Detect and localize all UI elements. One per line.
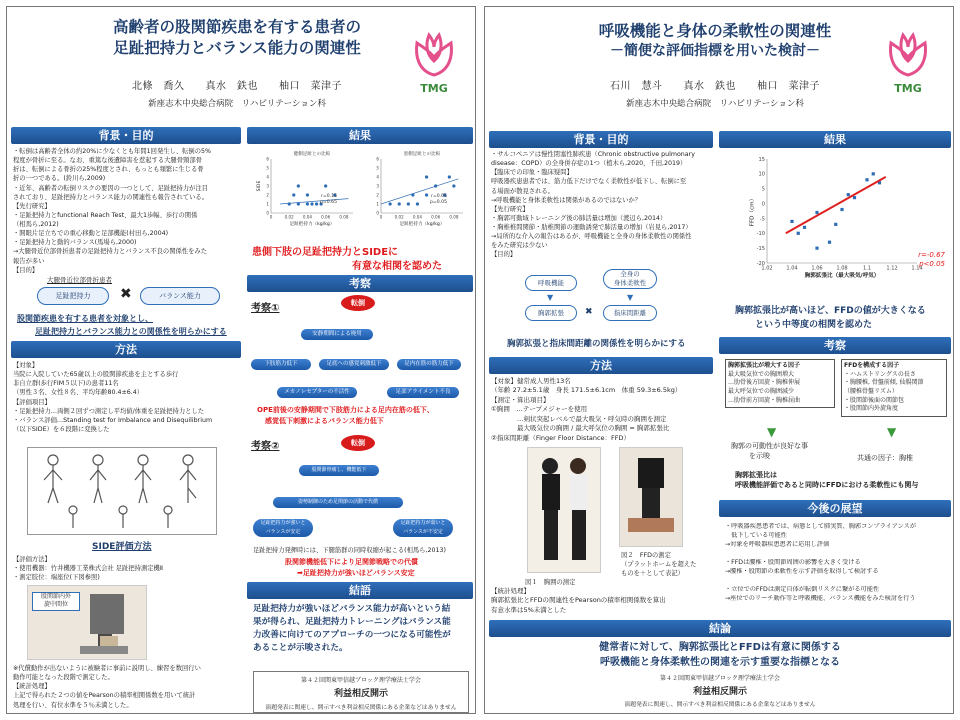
factor-line: 最大呼気位での胸囲減少 — [728, 388, 795, 396]
note-line: ※代償動作が出ないように被験者に事前に説明し、練習を数回行い — [13, 665, 201, 672]
conclusion-line: あることが示唆された。 — [253, 642, 348, 653]
y-tick-label: 4 — [266, 174, 269, 180]
background-line: されており、足趾把持力とバランス能力の関連性も報告されている。 — [13, 193, 209, 201]
method-line: ①胸囲 …テープメジャーを使用 — [491, 405, 588, 414]
ffd-measure-photo — [619, 447, 683, 547]
background-line: （相馬ら,2012) — [13, 221, 59, 228]
background-line: をみた研究は少ない — [491, 242, 548, 250]
method-line: ②指床間距離（Finger Floor Distance：FFD） — [491, 433, 631, 442]
data-point — [292, 193, 295, 196]
section-header-conclusion: 結語 — [247, 582, 473, 599]
coi-title: 利益相反開示 — [692, 687, 747, 697]
x-tick-label: 0 — [269, 214, 273, 220]
data-point — [828, 241, 831, 244]
background-line: ・近年、高齢者の転倒リスクの要因の一つとして、足趾把持力が注目 — [13, 184, 208, 192]
section-header-discussion-2: 考察 — [719, 337, 951, 354]
purpose-line1: 股関節疾患を有する患者を対象とし、 — [17, 314, 153, 323]
background-line: 報告が多い — [13, 257, 45, 265]
background-line: ・足趾把持力とfunctional Reach Test、最大1歩幅、歩行の関係 — [13, 211, 198, 219]
coi-box-2 — [545, 673, 895, 708]
discussion2-node: 足趾把持力が弱いと バランスが不安定 — [393, 519, 453, 537]
background-line: ・転倒は高齢者全体の約20%に少なくとも年間1回発生し、転倒の5% — [13, 148, 212, 155]
purpose-box-balance: バランス能力 — [140, 287, 220, 305]
y-tick-label: 5 — [266, 165, 269, 171]
measurement-photo — [27, 585, 147, 660]
purpose-pill: 呼吸機能 — [525, 275, 577, 291]
y-tick-label: 5 — [761, 186, 765, 193]
data-point — [840, 208, 843, 211]
conclusion-text-2: 健常者に対して、胸郭拡張比とFFDは有意に関係する 呼吸機能と身体柔軟性の関連を示す重要な指標となる — [599, 642, 841, 668]
y-tick-label: 15 — [758, 156, 765, 163]
results-charts — [249, 147, 473, 239]
x-tick-label: 0.06 — [321, 214, 331, 220]
discussion2-node: 姿勢制御のため足関節の活動で代償 — [273, 497, 403, 508]
correlation-annotation: p=0.65 — [320, 200, 337, 205]
eval-line: ・測定肢位：端座位(下図参照) — [13, 574, 100, 582]
discussion-right-result: 共通の因子：胸椎 — [857, 454, 913, 462]
background-line: ・開眼片足立ちでの重心移動と足部機能(村田ら,2004) — [13, 230, 169, 238]
poster2-title: 呼吸機能と身体の柔軟性の関連性 －簡便な評価指標を用いた検討－ — [598, 22, 832, 59]
arrow-down-icon: ▼ — [767, 425, 777, 439]
note-line: 処理を行い、有位水準を５％未満とした。 — [13, 701, 133, 709]
note-line: 上記で得られた２つの値をPearsonの積率相関係数を用いて統計 — [13, 692, 196, 700]
eval-method-text — [13, 555, 241, 582]
fall-burst-2: 転倒 — [341, 435, 375, 451]
x-tick-label: 1.08 — [836, 265, 848, 272]
note-line: 【統計処理】 — [13, 683, 51, 691]
purpose-2: 胸郭拡張と指床間距離の関係性を明らかにする — [507, 339, 686, 349]
coi-conference: 第４２回関東甲信越ブロック理学療法士学会 — [660, 675, 780, 682]
fall-burst-1: 転倒 — [341, 295, 375, 311]
future-text — [725, 523, 951, 604]
logo-text: TMG — [894, 82, 922, 95]
results-conclusion-2b: という中等度の相関を認めた — [755, 320, 873, 330]
data-point — [315, 202, 318, 205]
background-line: 呼吸器疾患患者では、筋力低下だけでなく柔軟性が低下し、転倒に至 — [491, 178, 687, 186]
y-tick-label: 1 — [376, 201, 379, 207]
method-line: 【対象】健常成人男性13名 — [491, 377, 571, 385]
data-point — [872, 172, 875, 175]
background-line: disease：COPD）の全身併存症の1つ（植木ら,2020，千田,2019） — [491, 160, 687, 168]
poster-right — [484, 6, 954, 714]
ffd-scatter-svg — [721, 149, 951, 299]
x-tick-label: 0 — [379, 214, 383, 220]
photo-note: 股関節内外 旋中間位 — [32, 592, 80, 611]
factor-line: ・胸腰椎, 骨盤前傾, 仙腸関節 — [844, 379, 924, 387]
purpose-pill: 胸郭拡張 — [525, 305, 577, 321]
y-tick-label: 2 — [376, 192, 379, 198]
y-tick-label: 5 — [376, 165, 379, 171]
discussion2-label: 考察② — [251, 441, 280, 452]
x-tick-label: 0.08 — [339, 214, 349, 220]
side-method-label: SIDE評価方法 — [92, 542, 152, 552]
discussion1-node: メカノレセプターの不活性 — [277, 387, 357, 398]
factor-line: （腰椎骨盤リズム） — [844, 388, 898, 396]
data-point — [853, 196, 856, 199]
conclusion-line: 果が得られ、足趾把持力トレーニングはバランス能 — [253, 616, 451, 627]
data-point — [398, 202, 401, 205]
y-tick-label: 3 — [266, 183, 269, 189]
results-conclusion-line1: 患側下肢の足趾把持力とSIDEに — [252, 247, 399, 258]
poster2-affiliation: 新座志木中央総合病院 リハビリテーション科 — [626, 99, 804, 109]
data-point — [847, 193, 850, 196]
discussion1-node: 安静期間による廃用 — [301, 329, 373, 340]
stats-text-2 — [491, 587, 715, 615]
data-point — [324, 184, 327, 187]
method-line: 【測定・算出項目】 — [491, 395, 550, 404]
section-header-background-2: 背景・目的 — [489, 131, 713, 148]
discussion-left-result: 胸郭の可動性が良好な事 を示唆 — [731, 442, 808, 461]
x-tick-label: 1.1 — [862, 265, 872, 272]
coi-conference: 第４２回関東甲信越ブロック理学療法士学会 — [301, 677, 421, 684]
ffd-scatter — [721, 149, 951, 299]
discussion2-node: 足趾把持力が強いと バランスが安定 — [253, 519, 313, 537]
method-line: 最大吸気位の胸囲 / 最大呼気位の胸囲 = 胸郭拡張比 — [491, 424, 670, 433]
data-point — [306, 202, 309, 205]
x-tick-label: 0.02 — [284, 214, 294, 220]
coi-title: 利益相反開示 — [333, 689, 388, 699]
data-point — [407, 202, 410, 205]
side-figure — [27, 447, 217, 535]
method-line: 非自立群(歩行FIM５以下)の患者11名 — [13, 380, 119, 388]
results-scatter-svg — [249, 147, 473, 239]
arrow-down-icon: ▼ — [547, 293, 554, 302]
conclusion-line: 力改善に向けてのアプローチの一つになる可能性が — [253, 629, 451, 640]
chart-title: 患側足趾との比較 — [403, 152, 441, 157]
section-header-method-2: 方法 — [489, 357, 713, 374]
background-line: →呼吸機能と身体柔軟性は関係があるのではないか？ — [491, 196, 642, 204]
factor-line: ・ハムストリングスの長さ — [844, 370, 916, 378]
background-line: 【目的】 — [13, 266, 39, 274]
method-line: …剣状突起レベルで最大吸気・呼気時の胸囲を測定 — [491, 414, 667, 423]
poster1-affiliation: 新座志木中央総合病院 リハビリテーション科 — [148, 99, 326, 109]
data-point — [310, 202, 313, 205]
coi-text: 演題発表に関連し、開示すべき利益相反関係にある企業などはありません — [265, 705, 457, 711]
method-notes — [13, 664, 243, 710]
method-text — [13, 361, 241, 434]
data-point — [803, 226, 806, 229]
background-line: ・サルコペニアは慢性閉塞性肺疾患（Chronic obstructive pulmonary — [491, 151, 695, 158]
method-text-2 — [491, 377, 715, 443]
coi-text: 演題発表に関連し、開示すべき利益相反関係にある企業などはありません — [624, 702, 816, 708]
purpose-target: 大腿骨近位部骨折患者 — [47, 276, 112, 284]
section-header-future: 今後の展望 — [719, 500, 951, 517]
background-line: 【目的】 — [491, 251, 517, 259]
correlation-annotation: r=0.65 — [431, 194, 447, 199]
data-point — [797, 232, 800, 235]
method-line: ・足趾把持力…両側２回ずつ測定し平均値/体重を足趾把持力とした — [13, 407, 205, 415]
background-line: 【先行研究】 — [13, 202, 51, 210]
section-header-results-2: 結果 — [719, 131, 951, 148]
background-line: ・胸椎椎間関節・肋椎関節の運動誘発で肺活量の増加（岩見ら,2017） — [491, 224, 692, 231]
purpose-pill: 指床間距離 — [603, 305, 657, 321]
background-line: ・胸郭可動域トレーニング後の肺活量は増加（渡辺ら,2014） — [491, 214, 667, 222]
data-point — [389, 202, 392, 205]
data-point — [452, 184, 455, 187]
data-point — [448, 175, 451, 178]
tulip-logo-icon — [407, 31, 461, 79]
x-tick-label: 1.12 — [886, 265, 898, 272]
chart-title: 健側足趾との比較 — [293, 152, 331, 157]
method-line: 【評価項目】 — [13, 398, 51, 406]
x-tick-label: 0.04 — [302, 214, 313, 220]
tmg-logo-2 — [881, 31, 935, 95]
poster1-authors: 北條 喬久 真水 鉄也 柚口 菜津子 — [132, 81, 342, 92]
data-point — [834, 223, 837, 226]
background-line: 折の一つである。(鈴川ら,2009) — [13, 175, 106, 183]
stats-line: 有意水準は5%未満とした — [491, 605, 567, 614]
purpose-pill: 全身の 身体柔軟性 — [603, 269, 657, 289]
method-line: ・バランス評価…Standing test for Imbalance and Disequilibrium — [13, 416, 213, 424]
side-figure-drawing — [28, 448, 218, 536]
data-point — [425, 193, 428, 196]
correlation-annotation: r=-0.67 — [918, 251, 945, 259]
section-header-background: 背景・目的 — [11, 127, 241, 144]
data-point — [425, 175, 428, 178]
note-line: 動作可能となった段階で測定した。 — [13, 674, 114, 682]
y-tick-label: 1 — [266, 201, 269, 207]
stats-line: 【統計処理】 — [491, 587, 530, 595]
discussion2-node: 股関節骨痛し、機能低下 — [299, 465, 379, 476]
background-line: ・足趾把持力と動的バランス(馬場ら,2000) — [13, 239, 137, 247]
tulip-logo-icon — [881, 31, 935, 79]
future-line — [725, 550, 951, 559]
data-point — [306, 193, 309, 196]
future-line: ・FFDは腰椎・股関節周囲の影響を大きく受ける — [725, 558, 861, 566]
results-conclusion-2a: 胸郭拡張比が高いほど、FFDの値が大きくなる — [735, 306, 926, 316]
correlation-annotation: p=0.05 — [430, 200, 447, 205]
y-tick-label: 6 — [376, 156, 379, 162]
discussion1-red1: OPE前後の安静期間で下肢筋力による足内在筋の低下、 — [257, 406, 434, 414]
y-tick-label: 0 — [761, 201, 765, 208]
method-line: 【対象】 — [13, 362, 39, 369]
tmg-logo — [407, 31, 461, 95]
y-tick-label: 0 — [266, 210, 269, 216]
x-tick-label: 1.04 — [786, 265, 798, 272]
x-tick-label: 1.14 — [911, 265, 923, 272]
results-conclusion-line2: 有意な相関を認めた — [352, 261, 442, 272]
poster-left — [6, 6, 476, 714]
data-point — [790, 220, 793, 223]
arrow-down-icon: ▼ — [887, 425, 897, 439]
background-text — [13, 147, 241, 275]
x-axis-label: 足趾把持力（kg/kg） — [399, 222, 445, 228]
method-line: （男性３名、女性８名、平均年齢80.4±6.4） — [13, 389, 144, 397]
data-point — [865, 178, 868, 181]
y-tick-label: 4 — [376, 174, 379, 180]
discussion2-red1: 股関節機能低下により足関節戦略での代償 — [285, 558, 418, 566]
background-line: 【臨床での印象・臨床疑問】 — [491, 169, 573, 177]
fig2-caption: 図２ FFDの測定 （プラットホームを超えた ものを＋として表記） — [621, 552, 697, 577]
background-line: →局所的な介入の報告はあるが、呼吸機能と全身の身体柔軟性の関係性 — [491, 233, 692, 241]
data-point — [297, 184, 300, 187]
future-line — [725, 577, 951, 586]
future-line: →座位でのリーチ動作等と呼吸機能、バランス機能をみた検討を行う — [725, 594, 916, 602]
discussion1-node: 足底への感覚刺激低下 — [319, 359, 389, 370]
correlation-annotation: p<0.05 — [919, 260, 945, 268]
method-line: （以下SIDE）を６段階に変換した — [13, 425, 110, 433]
poster1-title: 高齢者の股関節疾患を有する患者の 足趾把持力とバランス能力の関連性 — [112, 18, 361, 57]
section-header-results: 結果 — [247, 127, 473, 144]
discussion2-text: 足趾把持力発揮時には、下腿筋群の同時収縮が起こる(相馬ら,2013) — [253, 547, 446, 554]
x-tick-label: 0.04 — [412, 214, 423, 220]
x-tick-label: 1.06 — [811, 265, 823, 272]
future-line: ・呼吸器疾患患者では、病態として肺実質、胸郭コンプライアンスが — [725, 523, 917, 530]
background-line: 程度が骨折に至る。なお、重篤な後遺障害を惹起する大腿骨頸部骨 — [13, 157, 202, 165]
background-line: 折は、転倒による骨折の25%程度とされ、もっとも頻繁に生じる骨 — [13, 166, 204, 174]
factor-line: 最大吸気位での胸囲増大 — [728, 370, 795, 378]
section-header-method: 方法 — [11, 341, 241, 358]
data-point — [815, 247, 818, 250]
background-line: →大腿骨近位部骨折患者の足趾把持力とバランス不良の関係性をみた — [13, 248, 207, 256]
future-line: →対象を呼吸器疾患患者に応用し評価 — [725, 540, 830, 548]
factor-line: …肋骨前方回旋・胸椎屈曲 — [728, 396, 801, 404]
poster2-authors: 石川 慧斗 真水 鉄也 柚口 菜津子 — [610, 81, 820, 92]
x-axis-label: 足趾把持力（kg/kg） — [289, 222, 335, 228]
cross-icon: ✖ — [120, 286, 132, 302]
trend-line — [280, 199, 348, 204]
x-tick-label: 1.02 — [761, 265, 773, 272]
method-line: （年齢 27.2±5.1歳 身長 171.5±6.1cm 体重 59.3±6.5kg） — [491, 386, 682, 395]
eval-line: 【評価方法】 — [13, 556, 51, 563]
x-tick-label: 0.08 — [449, 214, 459, 220]
discussion1-red2: 感覚低下刺激によるバランス能力低下 — [265, 417, 384, 425]
y-tick-label: 6 — [266, 156, 269, 162]
background-text-2 — [491, 150, 715, 260]
y-tick-label: -20 — [756, 260, 765, 267]
eval-line: ・使用機器：竹井機器工業株式会社 足趾把持測定機Ⅱ — [13, 565, 163, 573]
coi-box — [253, 671, 469, 713]
future-line: 低下している可能性 — [725, 531, 787, 539]
discussion1-node: 下肢筋力低下 — [251, 359, 311, 370]
discussion1-node: 足部アライメント不良 — [387, 387, 459, 398]
background-line: る場面が散見される。 — [491, 187, 554, 195]
data-point — [416, 202, 419, 205]
y-tick-label: 10 — [758, 171, 765, 178]
cross-icon: ✖ — [585, 307, 593, 317]
section-header-discussion: 考察 — [247, 275, 473, 292]
x-tick-label: 0.02 — [394, 214, 404, 220]
factor-line: ・股関節後面の関節包 — [844, 396, 905, 404]
y-tick-label: -10 — [756, 231, 765, 238]
background-line: 【先行研究】 — [491, 205, 529, 213]
correlation-annotation: r=0.15 — [321, 194, 337, 199]
y-axis-label: FFD（cm） — [749, 195, 756, 227]
y-tick-label: 3 — [376, 183, 379, 189]
y-tick-label: -15 — [756, 246, 765, 253]
conclusion-line: 足趾把持力が強いほどバランス能力が高いという結 — [253, 604, 451, 614]
y-tick-label: -5 — [759, 216, 765, 223]
fig1-caption: 図１ 胸囲の測定 — [525, 579, 576, 586]
arrow-down-icon: ▼ — [627, 293, 634, 302]
x-axis-label: 胸郭拡張比（最大吸気/呼気） — [804, 273, 880, 280]
purpose-line2: 足趾把持力とバランス能力との関係性を明らかにする — [35, 327, 227, 336]
purpose-box-grip: 足趾把持力 — [37, 287, 109, 305]
y-axis-label: SIDE — [256, 180, 262, 192]
data-point — [815, 211, 818, 214]
discussion-right-box: FFDを構成する因子 ・ハムストリングスの長さ ・胸腰椎, 骨盤前傾, 仙腸関節 （腰椎骨盤リズム） ・股関節後面の関節包 ・股関節内外旋角度 — [841, 359, 947, 417]
chest-measure-photo — [527, 447, 601, 573]
x-tick-label: 0.06 — [431, 214, 441, 220]
future-line: ・立位でのFFDは測定自体が転倒リスクに繋がる可能性 — [725, 585, 880, 593]
conclusion-text — [253, 603, 473, 655]
discussion1-label: 考察① — [251, 303, 280, 314]
method-line: 当院に入院していた65歳以上の股関節疾患を主とする歩行 — [13, 371, 179, 379]
factor-line: …肋骨後方回旋・胸椎伸展 — [728, 379, 801, 387]
section-header-conclusion-2: 結論 — [489, 620, 951, 637]
future-line: →腰椎・股関節の柔軟性を示す評価を取得して検討する — [725, 567, 879, 575]
stats-line: 胸郭拡張比とFFDの関連性をPearsonの積率相関係数を算出 — [491, 596, 666, 605]
y-tick-label: 0 — [376, 210, 379, 216]
discussion-bottom: 胸郭拡張比は 呼吸機能評価であると同時にFFDにおける柔軟性にも関与 — [735, 471, 919, 490]
discussion2-red2: ➡足趾把持力が強いほどバランス安定 — [297, 569, 415, 577]
discussion1-node: 足内在筋の筋力低下 — [397, 359, 461, 370]
factor-line: ・股関節内外旋角度 — [844, 405, 899, 413]
discussion-left-box: 胸郭拡張比が増大する因子 最大吸気位での胸囲増大 …肋骨後方回旋・胸椎伸展 最大呼気位での胸囲減少 …肋骨前方回旋・胸椎屈曲 — [725, 359, 835, 408]
y-tick-label: 2 — [266, 192, 269, 198]
logo-text: TMG — [420, 82, 448, 95]
